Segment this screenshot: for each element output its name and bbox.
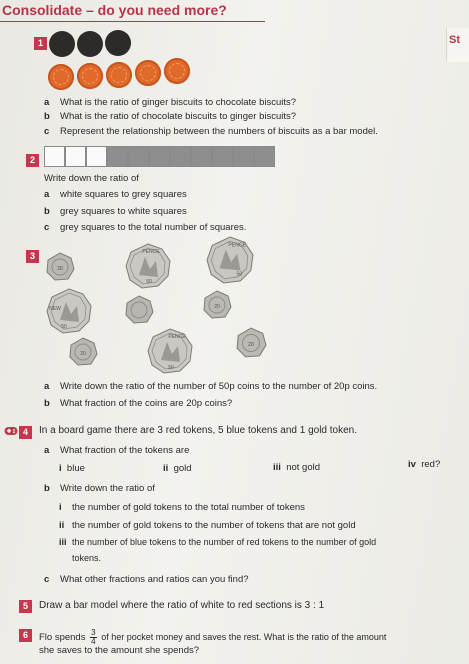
part-text: What is the ratio of chocolate biscuits to ginger biscuits?: [60, 111, 297, 122]
part-text: grey squares to the total number of squares.: [60, 222, 247, 233]
q3-part-a: [44, 381, 377, 392]
part-text: grey squares to white squares: [60, 206, 187, 217]
part-label: a: [44, 189, 50, 200]
option-label: iv: [408, 459, 416, 470]
grey-square: [128, 146, 149, 167]
q1-part-b: [44, 111, 296, 122]
q4-text: In a board game there are 3 red tokens, 5 blue tokens and 1 gold token.: [39, 425, 357, 436]
item-text: the number of gold tokens to the total number of tokens: [72, 502, 305, 513]
option-text: gold: [173, 463, 192, 474]
white-square: [44, 146, 65, 167]
chocolate-biscuit: [77, 31, 103, 57]
grey-square: [233, 146, 254, 167]
q6-pre: Flo spends: [39, 632, 86, 644]
part-label: c: [44, 574, 50, 585]
ginger-biscuit: [48, 64, 74, 90]
q6-line2: she saves to the amount she spends?: [39, 645, 200, 656]
option-label: i: [59, 463, 62, 474]
coin-value: 20: [57, 266, 63, 272]
item-text: the number of gold tokens to the number of tokens that are not gold: [72, 520, 356, 531]
fraction-numerator: 3: [91, 628, 96, 637]
item-text: the number of blue tokens to the number of red tokens to the number of gold: [72, 537, 377, 547]
coin-20p: [45, 252, 75, 282]
part-text: What fraction of the tokens are: [60, 445, 190, 456]
q4-a-option-i: [59, 463, 85, 474]
grey-square: [170, 146, 191, 167]
grey-square: [107, 146, 128, 167]
coin-new: NEW: [49, 306, 61, 312]
option-label: ii: [163, 463, 169, 474]
grey-square: [191, 146, 212, 167]
coin-50p: [125, 243, 171, 289]
part-label: b: [44, 483, 50, 494]
coin-pence: PENCE: [228, 242, 247, 249]
part-label: c: [44, 222, 50, 233]
coin-value: 50: [61, 324, 67, 330]
question-number-1: 1: [34, 37, 47, 50]
fraction-denominator: 4: [91, 637, 96, 646]
item-label: iii: [59, 537, 67, 547]
part-label: b: [44, 398, 50, 409]
chocolate-biscuit: [105, 30, 131, 56]
coin-20p: [68, 337, 98, 367]
q4-a-option-iii: [273, 462, 320, 473]
q6-fraction: [90, 629, 96, 646]
option-text: blue: [66, 463, 85, 474]
q4-part-b: [44, 483, 155, 494]
part-text: What is the ratio of ginger biscuits to chocolate biscuits?: [60, 97, 297, 108]
coin-value: 20: [214, 304, 220, 310]
q1-part-a: [44, 97, 296, 108]
ginger-biscuit: [135, 60, 161, 86]
question-number-4: 4: [19, 426, 32, 439]
question-number-2: 2: [26, 154, 39, 167]
part-text: What fraction of the coins are 20p coins?: [60, 398, 233, 409]
q2-part-c: [44, 222, 246, 233]
white-square: [86, 146, 107, 167]
coin-50p: [147, 328, 193, 374]
coin-value: 50: [146, 279, 152, 285]
q4-b-item-i: [59, 502, 305, 513]
coin-value: 20: [80, 351, 86, 357]
q4-a-option-ii: [163, 463, 192, 474]
part-text: Write down the ratio of the number of 50p coins to the number of 20p coins.: [60, 381, 378, 392]
coin-pence: PENCE: [142, 249, 160, 255]
grey-square: [254, 146, 275, 167]
q2-part-b: [44, 206, 187, 217]
option-text: red?: [421, 459, 441, 470]
ginger-biscuit: [77, 63, 103, 89]
coin-20p: [235, 327, 267, 359]
part-text: Represent the relationship between the numbers of biscuits as a bar model.: [60, 126, 378, 137]
part-label: b: [44, 111, 50, 122]
q6-post: of her pocket money and saves the rest. What is the ratio of the amount: [101, 632, 387, 643]
q4-b-item-iii: [59, 537, 376, 547]
side-tab-label: St: [449, 34, 460, 46]
part-label: b: [44, 206, 50, 217]
q4-b-item-ii: [59, 520, 356, 531]
coin-50p: [206, 236, 254, 284]
grey-square: [212, 146, 233, 167]
part-label: a: [44, 97, 50, 108]
q6-text: [39, 629, 386, 646]
chocolate-biscuit: [49, 31, 75, 57]
part-label: a: [44, 445, 50, 456]
q2-intro: Write down the ratio of: [44, 173, 139, 184]
side-tab: [446, 28, 469, 62]
coin-value: 50: [168, 365, 174, 371]
coin-value: 20: [248, 342, 254, 349]
option-label: iii: [273, 462, 281, 473]
option-text: not gold: [286, 462, 321, 473]
section-title: Consolidate – do you need more?: [2, 2, 227, 18]
item-label: i: [59, 502, 62, 513]
q4-part-c: [44, 574, 249, 585]
coin-20p: [124, 295, 154, 325]
q2-part-a: [44, 189, 187, 200]
q3-part-b: [44, 398, 232, 409]
q1-part-c: [44, 126, 378, 137]
q5-text: Draw a bar model where the ratio of white to red sections is 3 : 1: [39, 600, 325, 611]
ginger-biscuit: [106, 62, 132, 88]
coin-50p: [46, 288, 92, 334]
game-controller-icon: [4, 426, 18, 436]
coin-value: 50: [236, 271, 243, 278]
part-text: Write down the ratio of: [60, 483, 155, 494]
grey-square: [149, 146, 170, 167]
white-square: [65, 146, 86, 167]
coin-20p: [202, 290, 232, 320]
ginger-biscuit: [164, 58, 190, 84]
q4-b-item-iii-cont: tokens.: [72, 553, 102, 563]
q4-part-a: [44, 445, 189, 456]
part-text: What other fractions and ratios can you find?: [60, 574, 249, 585]
coin-pence: PENCE: [168, 334, 186, 340]
question-number-3: 3: [26, 250, 39, 263]
item-label: ii: [59, 520, 65, 531]
part-label: c: [44, 126, 50, 137]
title-underline: [0, 21, 265, 22]
question-number-5: 5: [19, 600, 32, 613]
q4-a-option-iv: [408, 459, 440, 470]
question-number-6: 6: [19, 629, 32, 642]
part-text: white squares to grey squares: [60, 189, 187, 200]
part-label: a: [44, 381, 50, 392]
